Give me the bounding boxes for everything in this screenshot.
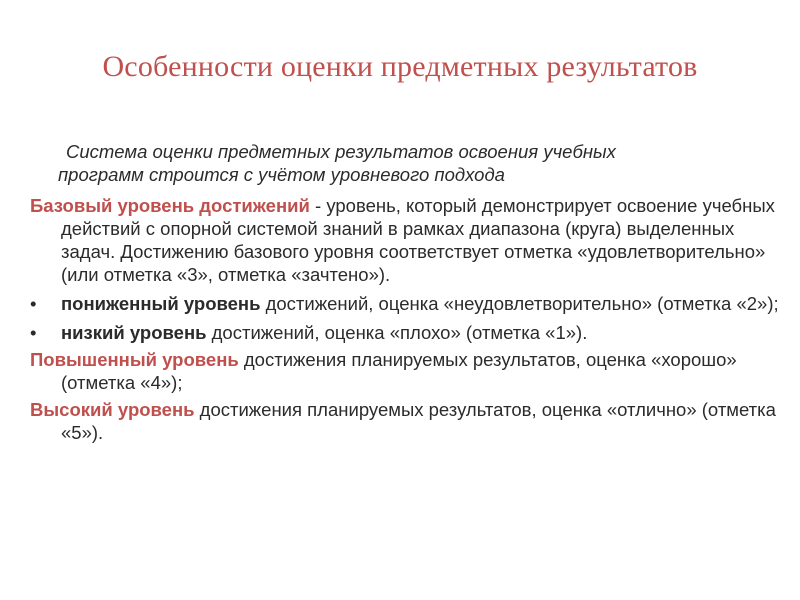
intro-line-1: Система оценки предметных результатов освоения учебных: [66, 141, 616, 162]
bullet-text: достижений, оценка «неудовлетворительно» (отметка «2»);: [260, 293, 779, 314]
slide-title: Особенности оценки предметных результатов: [102, 50, 698, 83]
slide-body: [30, 194, 780, 448]
elevated-level-term: Повышенный уровень: [30, 349, 239, 370]
basic-level-term: Базовый уровень достижений: [30, 195, 310, 216]
bullet-term: низкий уровень: [61, 322, 207, 343]
high-level-paragraph: [30, 398, 780, 444]
bullet-item-reduced: [30, 292, 780, 315]
bullet-dot-icon: •: [30, 293, 37, 314]
intro-text: [58, 140, 758, 186]
bullet-item-low: [30, 321, 780, 344]
basic-level-text: - уровень, который демонстрирует освоение учебных действий с опорной системой знаний в рамках диапазона (круга) выделенных задач. Достижению базового уровня соответствует отметка «удовлетворительно» (или отметка «3», отметка «зачтено»).: [61, 195, 775, 285]
basic-level-paragraph: [30, 194, 780, 286]
bullet-text: достижений, оценка «плохо» (отметка «1»).: [206, 322, 588, 343]
bullet-term: пониженный уровень: [61, 293, 261, 314]
elevated-level-text: достижения планируемых результатов, оценка «хорошо» (отметка «4»);: [61, 349, 737, 393]
high-level-term: Высокий уровень: [30, 399, 195, 420]
bullet-dot-icon: •: [30, 322, 37, 343]
high-level-text: достижения планируемых результатов, оценка «отлично» (отметка «5»).: [61, 399, 776, 443]
elevated-level-paragraph: [30, 348, 780, 394]
intro-line-2: программ строится с учётом уровневого подхода: [58, 164, 505, 185]
